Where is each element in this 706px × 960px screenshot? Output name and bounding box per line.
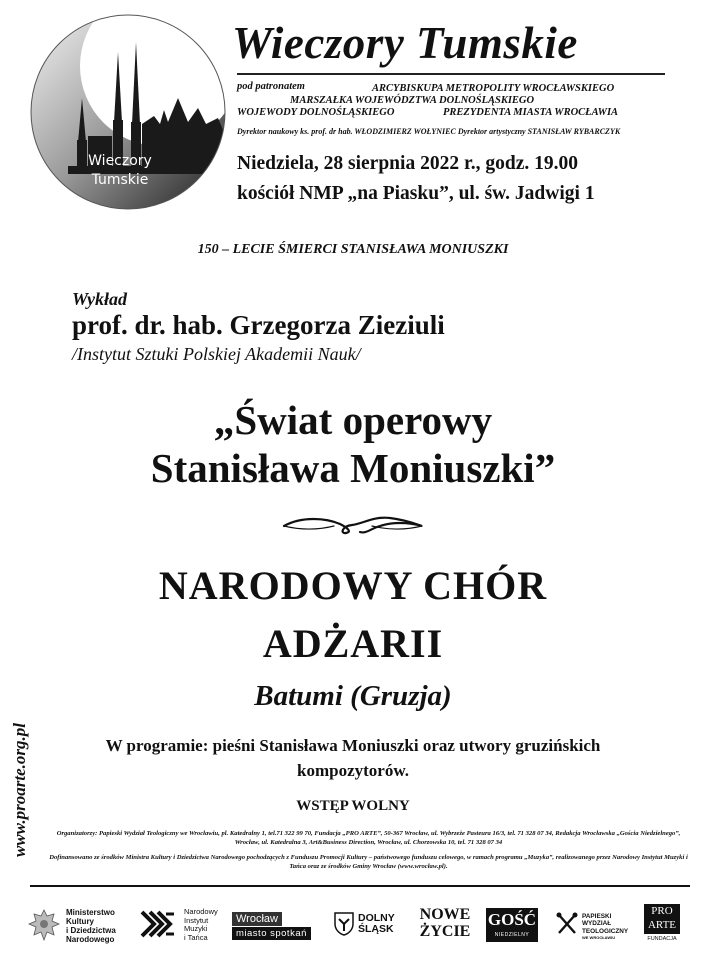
- event-date: Niedziela, 28 sierpnia 2022 r., godz. 19.00: [237, 153, 579, 174]
- patronage-label: pod patronatem: [237, 81, 305, 92]
- festival-title: Wieczory Tumskie: [232, 18, 578, 68]
- ministry-line1: Ministerstwo: [66, 908, 115, 917]
- sponsor-nowe-zycie: [418, 902, 474, 948]
- lecture-title-line1: „Świat operowy: [213, 397, 493, 443]
- performer-city: Batumi (Gruzja): [254, 680, 452, 712]
- performer-line2: ADŻARII: [262, 621, 444, 666]
- directors-line: Dyrektor naukowy ks. prof. dr hab. WŁODZIMIERZ WOŁYNIEC Dyrektor artystyczny STANISŁAW RYBARCZYK: [237, 127, 621, 136]
- program-description: [60, 733, 646, 783]
- program-line2: kompozytorów.: [297, 761, 409, 780]
- performer-name: [0, 562, 706, 668]
- wroclaw-logo-bottom: miasto spotkań: [232, 927, 311, 940]
- pwt-line3: TEOLOGICZNY: [582, 927, 629, 935]
- website-link[interactable]: [5, 700, 35, 880]
- logo-text-line2: Tumskie: [91, 172, 149, 188]
- ministry-line4: Narodowego: [66, 935, 115, 944]
- logo-text-line1: Wieczory: [88, 153, 152, 169]
- nimit-line1: Narodowy: [184, 907, 218, 916]
- gosc-logo-subtitle: NIEDZIELNY: [494, 932, 530, 938]
- footer-divider: [30, 885, 690, 887]
- ministry-line2: Kultury: [66, 917, 94, 926]
- sponsor-wroclaw: [232, 902, 320, 948]
- pwt-line4: WE WROCŁAWIU: [582, 935, 616, 941]
- wroclaw-logo-top: Wrocław: [232, 912, 282, 926]
- logo-wordmark: [55, 152, 185, 190]
- nimit-logo-icon: [140, 908, 176, 942]
- lecture-title-line2: Stanisława Moniuszki”: [150, 445, 556, 491]
- dolny-slask-line2: ŚLĄSK: [358, 923, 394, 935]
- ministry-line3: i Dziedzictwa: [66, 926, 116, 935]
- sponsor-pro-arte: [644, 902, 684, 948]
- lecturer-name: prof. dr. hab. Grzegorza Zieziuli: [72, 310, 445, 340]
- website-text: www.proarte.org.pl: [10, 723, 29, 857]
- performer-line1: NARODOWY CHÓR: [158, 563, 548, 608]
- crossed-keys-icon: [556, 912, 578, 936]
- program-line1: W programie: pieśni Stanisława Moniuszki oraz utwory gruzińskich: [105, 736, 601, 755]
- pwt-line2: WYDZIAŁ: [582, 920, 612, 928]
- pro-arte-line3: FUNDACJA: [647, 936, 677, 942]
- decorative-flourish-icon: [282, 512, 424, 538]
- organizers-text: Organizatorzy: Papieski Wydział Teologiczny we Wrocławiu, pl. Katedralny 1, tel.71 322 99 70, Fundacja „PRO ARTE”, 50-367 Wrocław, ul. Wybrzeże Pasteura 16/3, tel. 71 328 07 34, Redakcja Wrocławska „Gościa Niedzielnego”, Wrocław, ul. Katedralna 3, Art&Business Direction, Wrocław, ul. Chorzowska 10, tel. 71 328 07 34: [56, 830, 681, 846]
- pro-arte-line2: ARTE: [647, 919, 677, 931]
- funding-text: Dofinansowano ze środków Ministra Kultury i Dziedzictwa Narodowego pochodzących z Funduszu Promocji Kultury – państwowego funduszu celowego, w ramach programu „Muzyka”, realizowanego przez Narodowy Instytut Muzyki i Tańca oraz ze środków Gminy Wrocław (www.wrocław.pl).: [49, 854, 688, 870]
- nowe-zycie-line2: ŻYCIE: [419, 923, 471, 940]
- nimit-line3: Muzyki: [184, 924, 208, 933]
- anniversary-line: 150 – LECIE ŚMIERCI STANISŁAWA MONIUSZKI: [197, 242, 509, 257]
- patron-4: PREZYDENTA MIASTA WROCŁAWIA: [443, 107, 619, 118]
- patron-1: ARCYBISKUPA METROPOLITY WROCŁAWSKIEGO: [372, 83, 615, 94]
- event-venue: kościół NMP „na Piasku”, ul. św. Jadwigi 1: [237, 183, 595, 204]
- gosc-logo-title: GOŚĆ: [487, 910, 537, 929]
- nimit-line4: i Tańca: [184, 932, 208, 942]
- lecture-title: [0, 396, 706, 492]
- free-admission: WSTĘP WOLNY: [296, 798, 410, 814]
- pro-arte-line1: PRO: [651, 905, 673, 917]
- lecturer-institute: /Instytut Sztuki Polskiej Akademii Nauk/: [72, 344, 361, 364]
- eagle-emblem-icon: [28, 908, 60, 942]
- dolny-slask-line1: DOLNY: [358, 912, 395, 924]
- sponsor-gosc: [486, 902, 540, 948]
- sponsor-nimit: [140, 902, 230, 948]
- sponsor-pwt: [556, 902, 636, 948]
- patron-2: MARSZAŁKA WOJEWÓDZTWA DOLNOŚLĄSKIEGO: [290, 95, 535, 106]
- nimit-line2: Instytut: [184, 915, 209, 925]
- pwt-line1: PAPIESKI: [582, 913, 612, 920]
- sponsor-dolny-slask: [334, 902, 406, 948]
- nowe-zycie-line1: NOWE: [419, 906, 471, 923]
- lecture-label: Wykład: [72, 289, 128, 309]
- title-underline: [237, 73, 665, 75]
- sponsor-ministry: [28, 902, 140, 948]
- patron-3: WOJEWODY DOLNOŚLĄSKIEGO: [237, 107, 395, 118]
- shield-eagle-icon: [334, 912, 354, 936]
